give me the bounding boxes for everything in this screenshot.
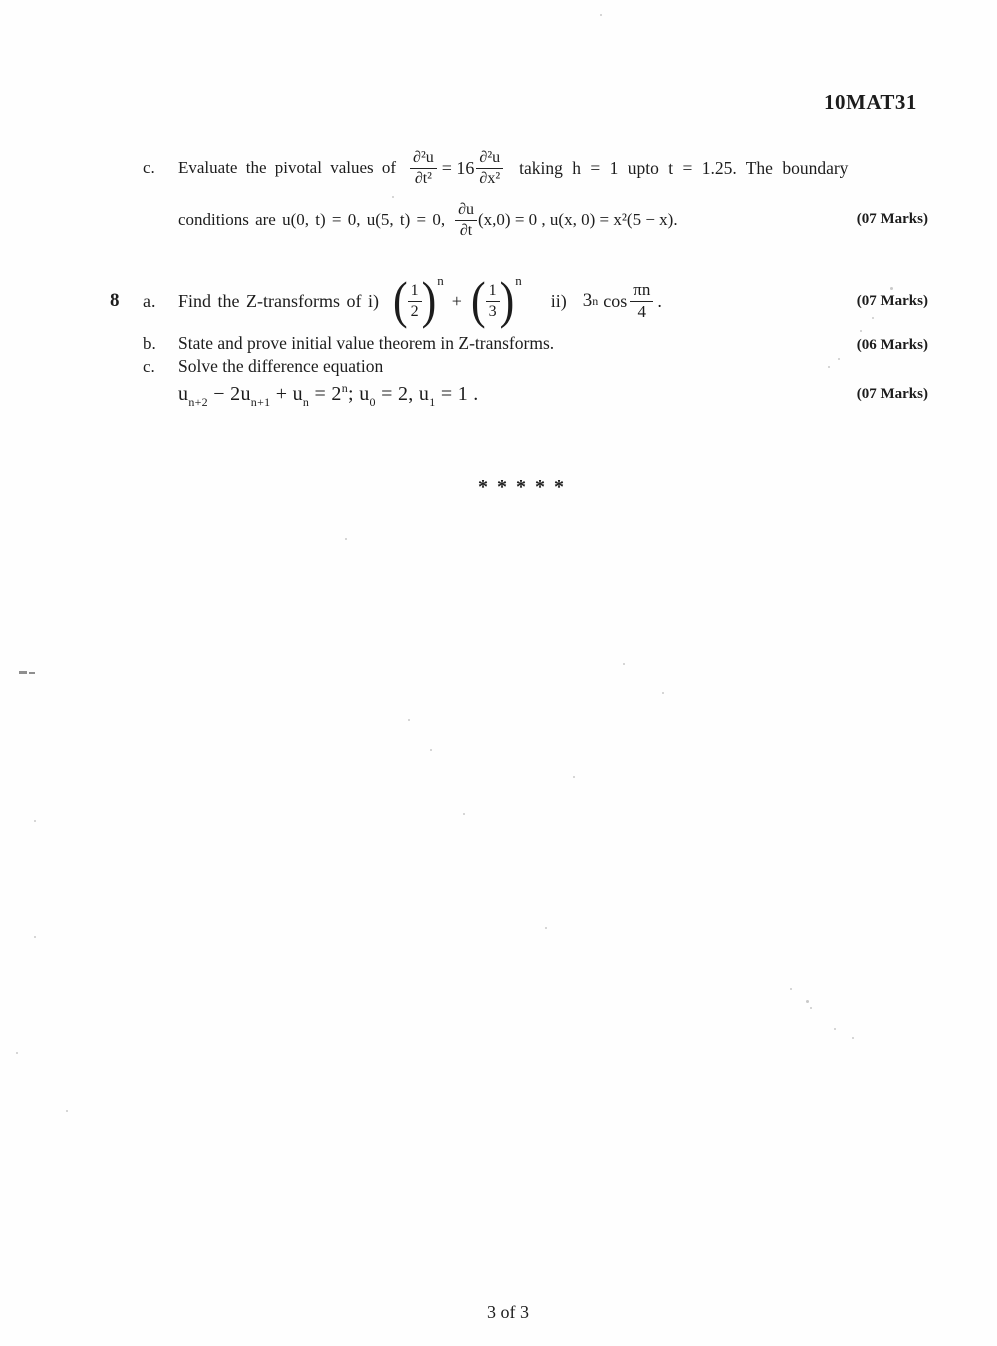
fraction-denominator: ∂x² [479, 169, 501, 187]
fraction-one-third [486, 282, 500, 320]
question-8c-line [143, 356, 383, 377]
scan-speck [345, 538, 347, 540]
fraction-numerator: 1 [486, 282, 500, 302]
question-7c-label: c. [143, 158, 155, 177]
scan-speck [838, 358, 840, 360]
fraction-numerator: 1 [408, 282, 422, 302]
fraction-numerator: ∂²u [476, 149, 503, 169]
question-7c-line2 [178, 192, 678, 248]
question-7c-conditions-rest: (x,0) = 0 , u(x, 0) = x²(5 − x). [478, 210, 678, 229]
end-separator: * * * * * [478, 476, 564, 498]
scan-speck [545, 927, 547, 929]
scan-speck [860, 330, 862, 332]
eq-term: − 2u [207, 383, 251, 405]
exponent-n: n [437, 273, 444, 288]
marks-8b: (06 Marks) [856, 337, 928, 353]
fraction-denominator: 4 [637, 301, 647, 321]
fraction-d2u-dx2 [476, 149, 503, 187]
scan-speck [810, 1007, 812, 1009]
question-7c-line1 [143, 138, 848, 198]
cos-function: cos [603, 290, 628, 311]
question-8a-line [110, 270, 662, 332]
scan-speck [852, 1037, 854, 1039]
scan-speck [890, 287, 893, 290]
eq-exponent: n [341, 381, 349, 395]
eq-subscript: n [302, 395, 310, 409]
scan-speck [834, 1028, 836, 1030]
question-8c-text: Solve the difference equation [178, 356, 384, 376]
part-ii-label: ii) [550, 290, 567, 311]
scan-speck [430, 749, 432, 751]
right-paren: ) [499, 271, 515, 330]
scan-speck [623, 663, 625, 665]
exponent-n: n [515, 273, 522, 288]
scan-speck [903, 297, 905, 299]
fraction-denominator: 2 [410, 302, 419, 320]
page-number: 3 of 3 [487, 1302, 529, 1322]
eq-term: = 1 . [435, 383, 479, 405]
marks-8a: (07 Marks) [856, 293, 928, 309]
eq-subscript: 0 [369, 395, 376, 409]
scan-speck [573, 776, 575, 778]
course-code: 10MAT31 [824, 90, 917, 114]
fraction-pi-n-over-4 [630, 281, 653, 321]
difference-equation [178, 381, 479, 410]
eq-term: ; u [348, 383, 370, 405]
eq-term: = 2, u [375, 383, 430, 405]
equals-16: = 16 [441, 157, 475, 178]
expression-one-half-power-n [392, 271, 444, 330]
scan-speck [463, 813, 465, 815]
scan-dash [19, 671, 27, 674]
left-paren: ( [392, 271, 408, 330]
three-base: 3 [582, 290, 593, 311]
scan-speck [600, 14, 602, 16]
left-paren: ( [470, 271, 486, 330]
exponent-n: n [592, 293, 599, 308]
scan-speck [872, 317, 874, 319]
question-8b-line [143, 333, 554, 354]
right-paren: ) [421, 271, 437, 330]
eq-term: = 2 [309, 383, 342, 405]
question-8-number: 8 [110, 290, 120, 311]
eq-subscript: n+2 [188, 395, 208, 409]
scan-speck [408, 719, 410, 721]
fraction-denominator: ∂t [459, 221, 473, 239]
scan-speck [806, 1000, 809, 1003]
fraction-numerator: ∂²u [410, 149, 437, 169]
scan-speck [16, 1052, 18, 1054]
marks-7c: (07 Marks) [856, 211, 928, 227]
eq-subscript: n+1 [250, 395, 271, 409]
question-8b-label: b. [143, 334, 156, 353]
question-7c-text-before: Evaluate the pivotal values of [178, 158, 397, 177]
eq-subscript: 1 [429, 395, 436, 409]
question-8a-text: Find the Z-transforms of i) [178, 290, 379, 311]
scan-speck [34, 936, 36, 938]
fraction-du-dt [455, 201, 477, 239]
period: . [657, 290, 662, 311]
question-7c-text-after: taking h = 1 upto t = 1.25. The boundary [519, 157, 849, 178]
eq-term: u [178, 383, 189, 405]
scan-speck [828, 366, 830, 368]
scan-speck [34, 820, 36, 822]
eq-term: + u [270, 383, 303, 405]
fraction-denominator: ∂t² [414, 169, 432, 187]
marks-8c: (07 Marks) [856, 386, 928, 402]
fraction-numerator: πn [630, 281, 653, 302]
scan-speck [392, 196, 394, 198]
scan-dash [29, 672, 35, 674]
scan-speck [662, 692, 664, 694]
question-8a-label: a. [143, 290, 156, 311]
question-8b-text: State and prove initial value theorem in Z-transforms. [178, 333, 555, 353]
fraction-numerator: ∂u [455, 201, 477, 221]
scan-speck [790, 988, 792, 990]
plus-sign: + [451, 290, 462, 311]
question-7c-conditions: conditions are u(0, t) = 0, u(5, t) = 0, [178, 210, 446, 229]
fraction-one-half [408, 282, 422, 320]
question-8c-label: c. [143, 357, 155, 376]
scan-speck [66, 1110, 68, 1112]
expression-one-third-power-n [470, 271, 522, 330]
fraction-d2u-dt2 [410, 149, 437, 187]
fraction-denominator: 3 [488, 302, 497, 320]
